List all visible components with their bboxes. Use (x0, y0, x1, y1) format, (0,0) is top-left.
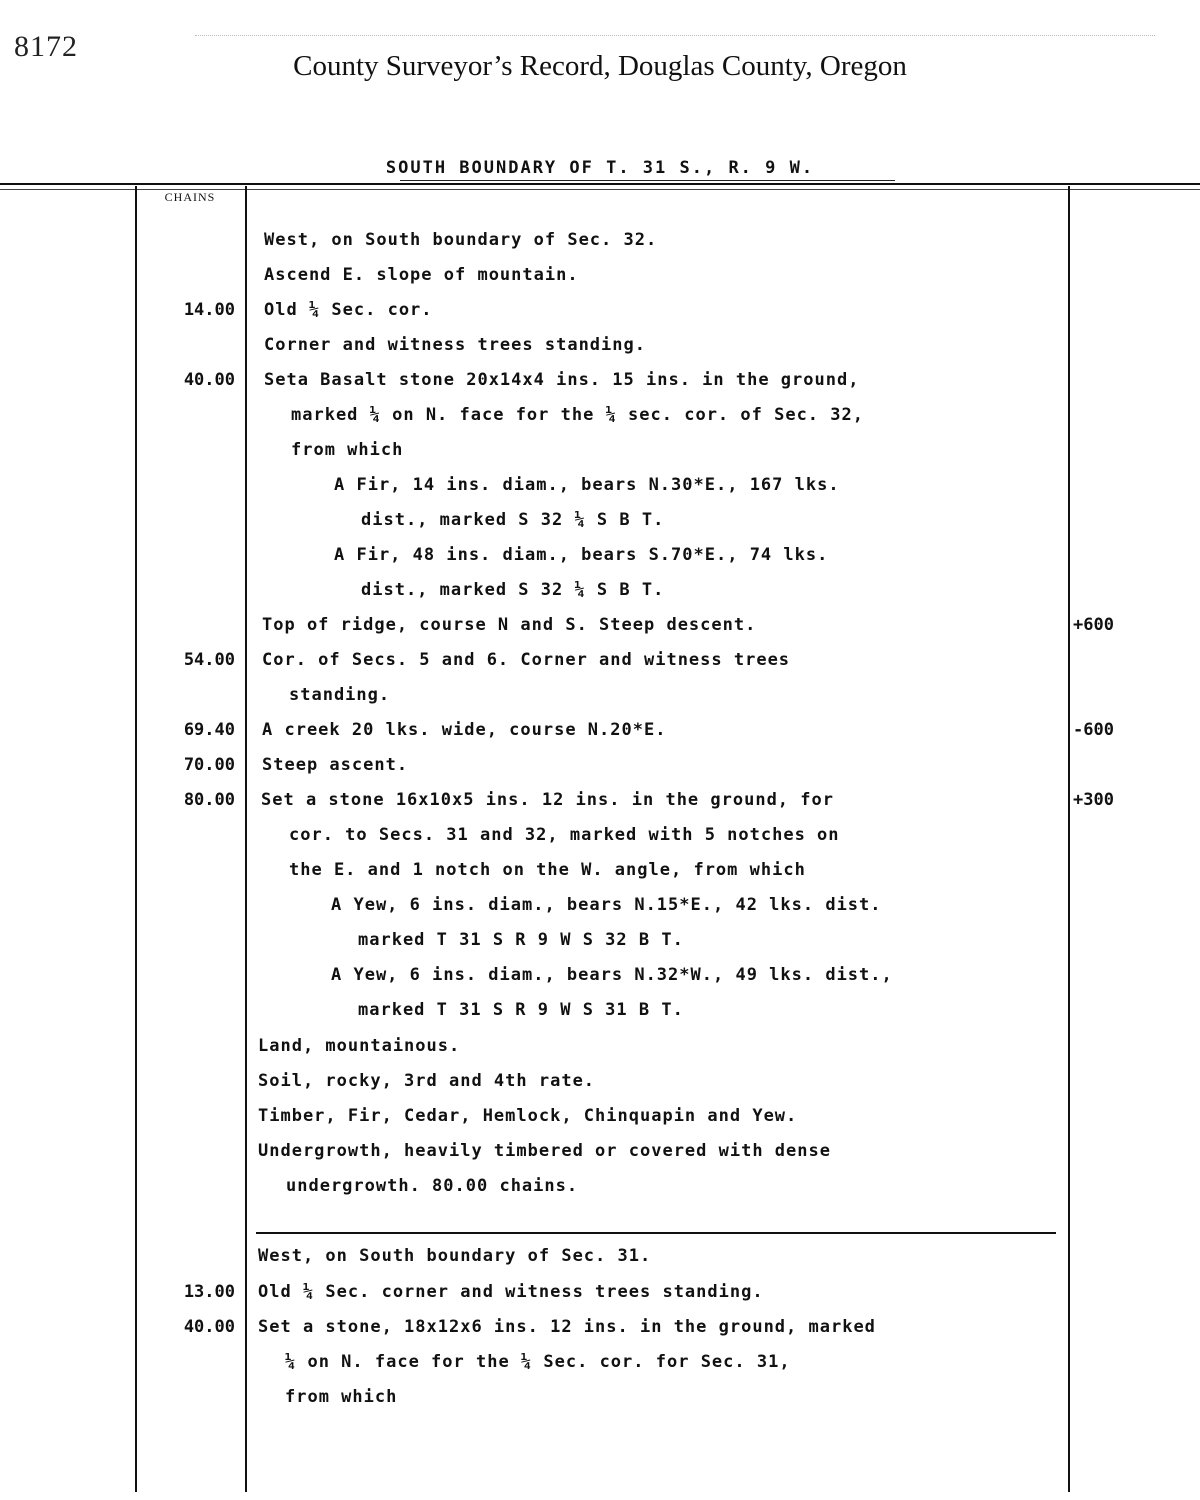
record-text: Set a stone 16x10x5 ins. 12 ins. in the ground, for (261, 790, 834, 810)
record-text: A Fir, 48 ins. diam., bears S.70*E., 74 lks. (334, 545, 829, 565)
chain-distance: 40.00 (183, 370, 235, 390)
record-line (0, 714, 1200, 748)
record-line (0, 1100, 1200, 1134)
record-text: A Yew, 6 ins. diam., bears N.15*E., 42 lks. dist. (331, 895, 882, 915)
record-line (0, 434, 1200, 468)
record-text: Seta Basalt stone 20x14x4 ins. 15 ins. in the ground, (264, 370, 860, 390)
heading-underline (400, 180, 895, 181)
record-line (0, 1135, 1200, 1169)
record-text: Cor. of Secs. 5 and 6. Corner and witness trees (262, 650, 791, 670)
record-text: dist., marked S 32 ¼ S B T. (361, 580, 665, 600)
record-text: standing. (289, 685, 391, 705)
record-text: from which (291, 440, 404, 460)
record-line (0, 469, 1200, 503)
chain-distance: 80.00 (183, 790, 235, 810)
record-line (0, 924, 1200, 958)
record-line (0, 364, 1200, 398)
record-text: Land, mountainous. (258, 1036, 461, 1056)
section-divider (256, 1232, 1056, 1234)
record-text: A Yew, 6 ins. diam., bears N.32*W., 49 lks. dist., (331, 965, 893, 985)
record-line (0, 1170, 1200, 1204)
record-line (0, 1381, 1200, 1415)
record-line (0, 1240, 1200, 1274)
record-text: Ascend E. slope of mountain. (264, 265, 579, 285)
chains-column-header: CHAINS (164, 190, 216, 204)
record-text: marked T 31 S R 9 W S 31 B T. (358, 1000, 684, 1020)
record-line (0, 1311, 1200, 1345)
record-text: West, on South boundary of Sec. 32. (264, 230, 658, 250)
record-text: from which (285, 1387, 398, 1407)
record-text: Old ¼ Sec. cor. (264, 300, 433, 320)
header-dotted-rule (195, 35, 1155, 36)
record-text: West, on South boundary of Sec. 31. (258, 1246, 652, 1266)
record-text: Top of ridge, course N and S. Steep descent. (262, 615, 757, 635)
chain-distance: 40.00 (183, 1317, 235, 1337)
record-text: marked ¼ on N. face for the ¼ sec. cor. of Sec. 32, (291, 405, 864, 425)
record-line (0, 294, 1200, 328)
elevation-change: -600 (1073, 720, 1114, 740)
page-number: 8172 (14, 30, 78, 63)
record-line (0, 749, 1200, 783)
record-text: Timber, Fir, Cedar, Hemlock, Chinquapin and Yew. (258, 1106, 798, 1126)
record-text: marked T 31 S R 9 W S 32 B T. (358, 930, 684, 950)
record-line (0, 679, 1200, 713)
record-line (0, 539, 1200, 573)
record-text: Undergrowth, heavily timbered or covered with dense (258, 1141, 831, 1161)
record-text: Steep ascent. (262, 755, 409, 775)
record-text: A creek 20 lks. wide, course N.20*E. (262, 720, 667, 740)
record-line (0, 994, 1200, 1028)
record-text: Corner and witness trees standing. (264, 335, 646, 355)
record-line (0, 1065, 1200, 1099)
record-line (0, 609, 1200, 643)
elevation-change: +600 (1073, 615, 1114, 635)
record-text: ¼ on N. face for the ¼ Sec. cor. for Sec. 31, (285, 1352, 791, 1372)
record-line (0, 329, 1200, 363)
record-text: Soil, rocky, 3rd and 4th rate. (258, 1071, 596, 1091)
record-line (0, 574, 1200, 608)
chain-distance: 13.00 (183, 1282, 235, 1302)
chain-distance: 70.00 (183, 755, 235, 775)
record-line (0, 504, 1200, 538)
record-line (0, 854, 1200, 888)
record-text: dist., marked S 32 ¼ S B T. (361, 510, 665, 530)
chain-distance: 54.00 (183, 650, 235, 670)
chain-distance: 69.40 (183, 720, 235, 740)
record-line (0, 819, 1200, 853)
record-line (0, 1276, 1200, 1310)
record-text: undergrowth. 80.00 chains. (286, 1176, 579, 1196)
record-line (0, 644, 1200, 678)
record-line (0, 224, 1200, 258)
record-text: A Fir, 14 ins. diam., bears N.30*E., 167 lks. (334, 475, 840, 495)
record-line (0, 399, 1200, 433)
elevation-change: +300 (1073, 790, 1114, 810)
record-text: Set a stone, 18x12x6 ins. 12 ins. in the ground, marked (258, 1317, 876, 1337)
record-line (0, 889, 1200, 923)
record-line (0, 1346, 1200, 1380)
record-line (0, 784, 1200, 818)
page-title: County Surveyor’s Record, Douglas County, Oregon (293, 50, 907, 82)
section-heading: SOUTH BOUNDARY OF T. 31 S., R. 9 W. (385, 158, 815, 178)
table-top-rule (0, 183, 1200, 190)
record-line (0, 1030, 1200, 1064)
record-text: the E. and 1 notch on the W. angle, from which (289, 860, 806, 880)
record-text: Old ¼ Sec. corner and witness trees standing. (258, 1282, 764, 1302)
record-line (0, 959, 1200, 993)
record-text: cor. to Secs. 31 and 32, marked with 5 notches on (289, 825, 840, 845)
record-line (0, 259, 1200, 293)
chain-distance: 14.00 (183, 300, 235, 320)
